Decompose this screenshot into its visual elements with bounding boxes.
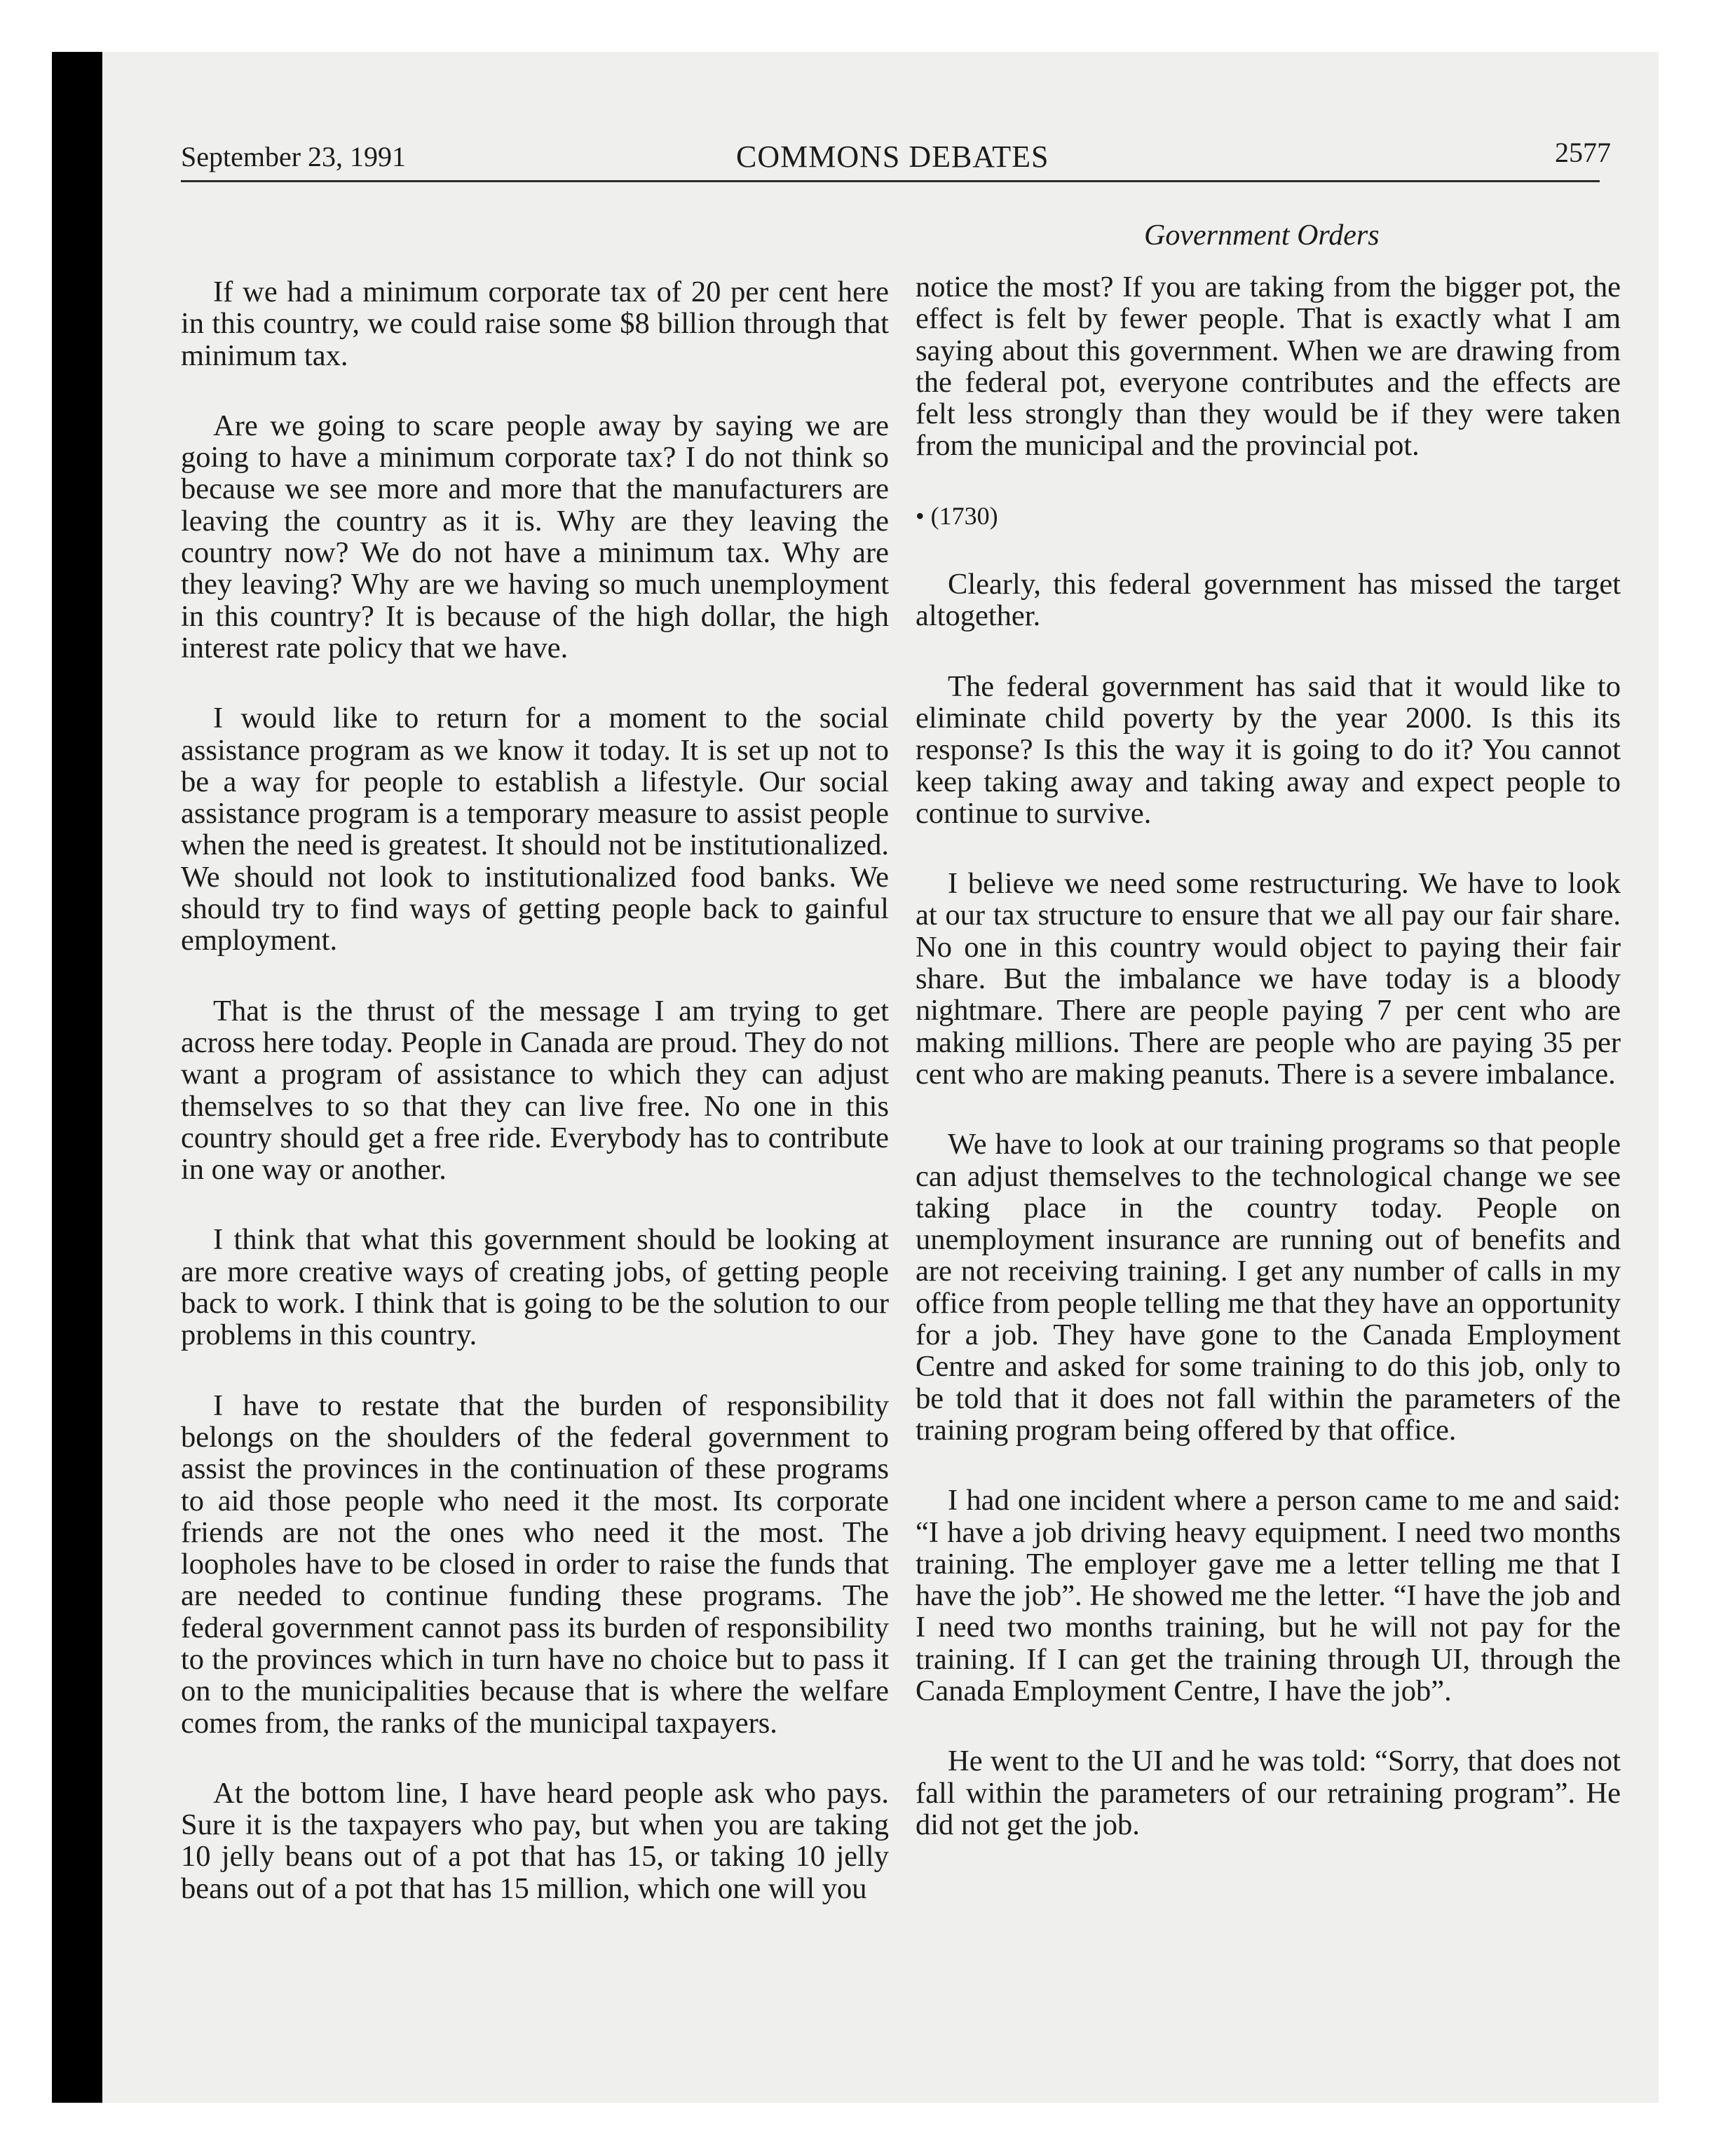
paragraph: I think that what this government should be looking at are more creative ways of creating jobs, of getting people back to work. I think that is going to be the solution to our problems in this country. xyxy=(181,1223,889,1352)
paragraph-continuation: notice the most? If you are taking from the bigger pot, the effect is felt by fewer people. That is exactly what I am saying about this government. When we are drawing from the federal pot, everyone contributes and the effects are felt less strongly than they would be if they were taken from the municipal and the provincial pot. xyxy=(916,271,1621,463)
paragraph: At the bottom line, I have heard people ask who pays. Sure it is the taxpayers who pay, but when you are taking 10 jelly beans out of a pot that has 15, or taking 10 jelly beans out of a pot that has 15 million, which one will you xyxy=(181,1776,889,1905)
paragraph: I have to restate that the burden of responsibility belongs on the shoulders of the federal government to assist the provinces in the continuation of these programs to aid those people who need it the most. Its corporate friends are not the ones who need it the most. The loopholes have to be closed in order to raise the funds that are needed to continue funding these programs. The federal government cannot pass its burden of responsibility to the provinces which in turn have no choice but to pass it on to the municipalities because that is where the welfare comes from, the ranks of the municipal taxpayers. xyxy=(181,1389,889,1740)
section-heading: Government Orders xyxy=(1144,219,1380,252)
time-marker: • (1730) xyxy=(916,501,998,530)
paragraph: If we had a minimum corporate tax of 20 per cent here in this country, we could raise some $8 billion through that minimum tax. xyxy=(181,275,889,372)
scan-edge-bar xyxy=(52,52,102,2103)
header-rule xyxy=(181,180,1600,182)
header-title: COMMONS DEBATES xyxy=(736,139,1049,174)
paragraph: I would like to return for a moment to the social assistance program as we know it today. It is set up not to be a way for people to establish a lifestyle. Our social assistance program is a temporary measure to assist people when the need is greatest. It should not be institutionalized. We should not look to institutionalized food banks. We should try to find ways of getting people back to gainful employment. xyxy=(181,702,889,957)
header-page-number: 2577 xyxy=(1555,137,1611,168)
paragraph: Clearly, this federal government has missed the target altogether. xyxy=(916,568,1621,633)
paragraph: Are we going to scare people away by saying we are going to have a minimum corporate tax? I do not think so because we see more and more that the manufacturers are leaving the country as it is. Why are they leaving the country now? We do not have a minimum tax. Why are they leaving? Why are we having so much unemployment in this country? It is because of the high dollar, the high interest rate policy that we have. xyxy=(181,409,889,664)
paragraph: That is the thrust of the message I am trying to get across here today. People in Canada are proud. They do not want a program of assistance to which they can adjust themselves to so that they can live free. No one in this country should get a free ride. Everybody has to contribute in one way or another. xyxy=(181,994,889,1187)
paragraph: We have to look at our training programs so that people can adjust themselves to the technological change we see taking place in the country today. People on unemployment insurance are running out of benefits and are not receiving training. I get any number of calls in my office from people telling me that they have an opportunity for a job. They have gone to the Canada Employment Centre and asked for some training to do this job, only to be told that it does not fall within the parameters of the training program being offered by that office. xyxy=(916,1128,1621,1447)
right-column xyxy=(916,271,1621,1879)
left-column xyxy=(181,276,889,1943)
paragraph: I had one incident where a person came to me and said: “I have a job driving heavy equipment. I need two months training. The employer gave me a letter telling me that I have the job”. He showed me the letter. “I have the job and I need two months training, but he will not pay for the training. If I can get the training through UI, through the Canada Employment Centre, I have the job”. xyxy=(916,1484,1621,1707)
paragraph: I believe we need some restructuring. We have to look at our tax structure to ensure that we all pay our fair share. No one in this country would object to paying their fair share. But the imbalance we have today is a bloody nightmare. There are people paying 7 per cent who are making millions. There are people who are paying 35 per cent who are making peanuts. There is a severe imbalance. xyxy=(916,867,1621,1091)
header-date: September 23, 1991 xyxy=(181,141,407,172)
paragraph: The federal government has said that it would like to eliminate child poverty by the year 2000. Is this its response? Is this the way it is going to do it? You cannot keep taking away and taking away and expect people to continue to survive. xyxy=(916,669,1621,830)
paragraph: He went to the UI and he was told: “Sorry, that does not fall within the parameters of our retraining program”. He did not get the job. xyxy=(916,1745,1621,1841)
